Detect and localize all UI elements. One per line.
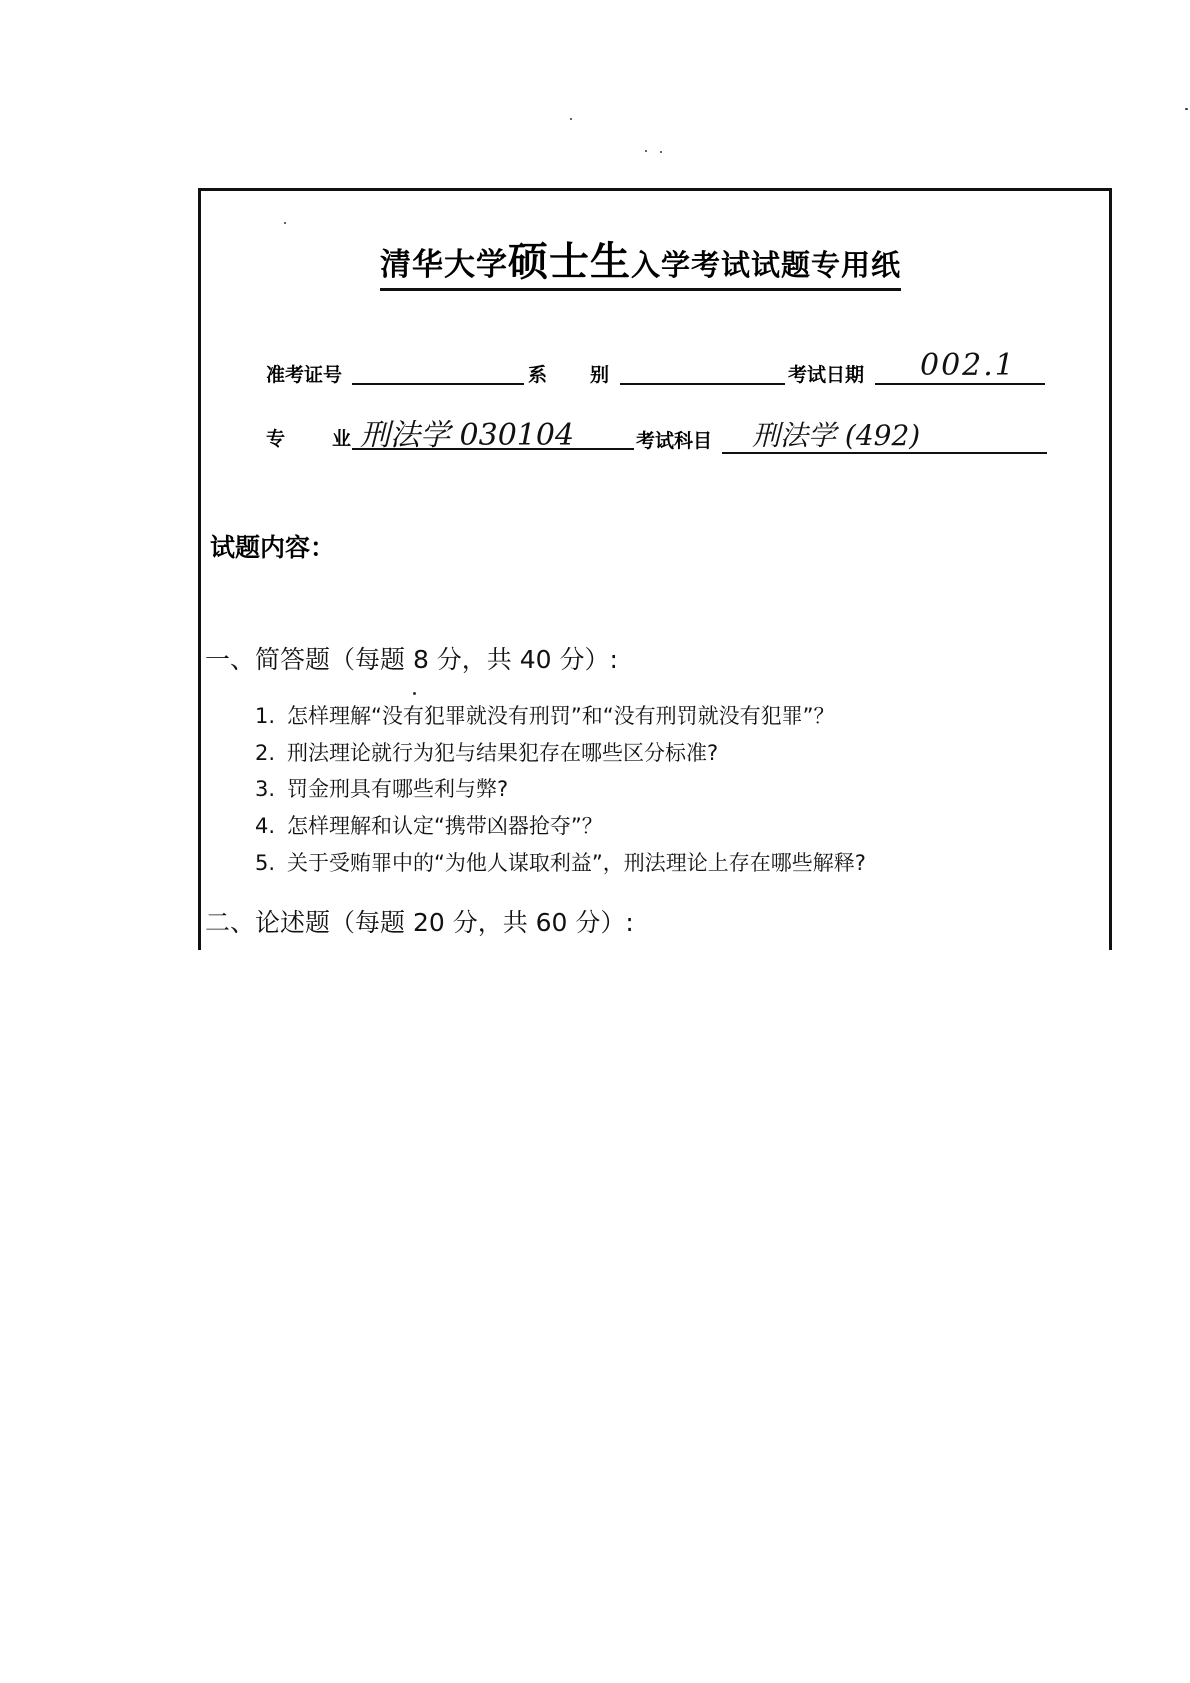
question-text: 刑法理论就行为犯与结果犯存在哪些区分标准? — [287, 741, 719, 765]
title-degree: 硕士生 — [508, 239, 631, 285]
scan-speck — [645, 150, 647, 152]
question-item — [255, 737, 718, 767]
question-number: 1. — [255, 704, 276, 728]
scan-speck — [660, 151, 662, 153]
ticket-number-field — [352, 383, 524, 385]
question-item — [255, 700, 835, 730]
question-number: 2. — [255, 741, 276, 765]
question-text: 罚金刑具有哪些利与弊? — [287, 777, 509, 801]
department-field — [620, 383, 785, 385]
question-item — [255, 847, 866, 877]
question-text: 怎样理解“没有犯罪就没有刑罚”和“没有刑罚就没有犯罪”？ — [287, 704, 835, 728]
question-text: 关于受贿罪中的“为他人谋取利益”，刑法理论上存在哪些解释? — [287, 851, 866, 875]
question-item — [255, 773, 508, 803]
exam-date-value: 002.1 — [920, 348, 1016, 383]
question-text: 怎样理解和认定“携带凶器抢夺”？ — [287, 814, 603, 838]
exam-paper-title — [380, 230, 901, 291]
part-one-heading: 一、简答题（每题 8 分，共 40 分）: — [205, 645, 618, 674]
scan-speck — [570, 118, 572, 120]
exam-subject-value: 刑法学 (492) — [752, 419, 921, 452]
major-label-1: 专 — [266, 428, 286, 450]
part-two-heading: 二、论述题（每题 20 分，共 60 分）: — [205, 908, 634, 937]
scan-speck — [1185, 108, 1188, 110]
major-label-2: 业 — [332, 428, 352, 450]
question-number: 3. — [255, 777, 276, 801]
exam-content-heading: 试题内容： — [210, 533, 336, 562]
exam-date-field — [875, 383, 1045, 385]
exam-date-label: 考试日期 — [788, 364, 865, 386]
question-number: 4. — [255, 814, 276, 838]
title-university: 清华大学 — [380, 247, 508, 283]
question-item — [255, 810, 603, 840]
department-label-2: 别 — [590, 364, 610, 386]
question-number: 5. — [255, 851, 276, 875]
department-label-1: 系 — [528, 364, 548, 386]
title-paper-type: 入学考试试题专用纸 — [631, 248, 902, 282]
exam-subject-label: 考试科目 — [636, 430, 713, 452]
major-value: 刑法学 030104 — [360, 418, 575, 453]
ticket-number-label: 准考证号 — [266, 364, 343, 386]
